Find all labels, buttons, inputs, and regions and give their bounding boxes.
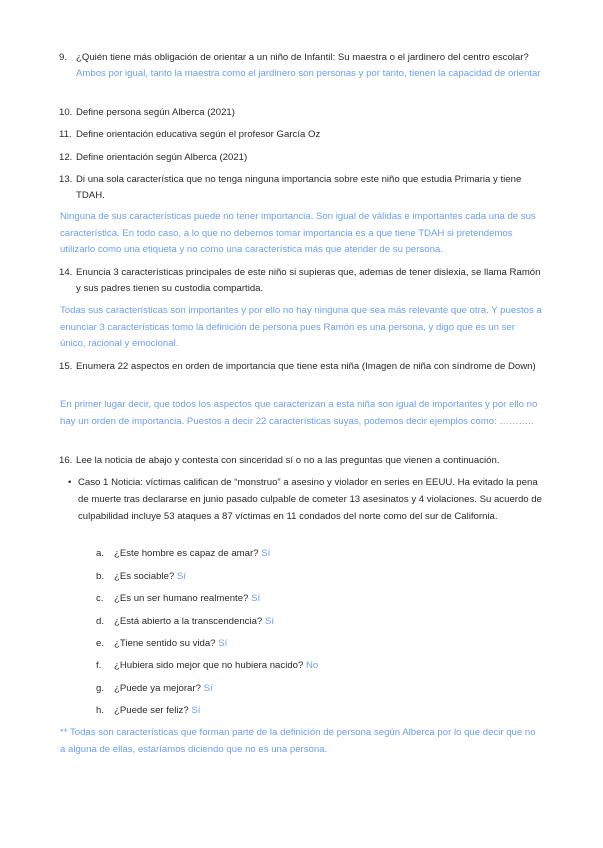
sub-answer: Sí — [261, 548, 271, 559]
answer-13 — [0, 209, 603, 259]
sub-question-f — [0, 658, 603, 674]
sub-question-c — [0, 591, 603, 607]
footnote — [0, 725, 603, 758]
question-number: 9. — [59, 52, 68, 63]
question-text: Define orientación educativa según el profesor García Oz — [76, 129, 321, 140]
question-13 — [0, 172, 603, 204]
sub-question-text: ¿Puede ya mejorar? — [114, 683, 201, 694]
question-12 — [0, 150, 603, 166]
question-text: Enumera 22 aspectos en orden de importancia que tiene esta niña (Imagen de niña con síndrome de Down) — [76, 361, 536, 372]
question-number: 13. — [59, 174, 73, 185]
sub-question-letter: b. — [96, 571, 105, 582]
sub-answer: Sí — [191, 705, 201, 716]
sub-question-letter: a. — [96, 548, 105, 559]
sub-question-letter: c. — [96, 593, 104, 604]
answer-text: En primer lugar decir, que todos los aspectos que caracterizan a esta niña son igual de importantes y por ello no hay un orden de importancia. Puestos a decir 22 características suyas, podemos decir ejemplos como: ……….. — [60, 399, 538, 427]
sub-question-b — [0, 569, 603, 585]
sub-question-letter: e. — [96, 638, 105, 649]
question-number: 11. — [59, 129, 72, 140]
sub-question-g — [0, 681, 603, 697]
question-number: 10. — [59, 107, 73, 118]
answer-text: Todas sus características son importantes y por ello no hay ninguna que sea más relevante que otra. Y puestos a enunciar 3 características tomo la definición de persona pues Ramón es una persona, y digo que es un ser único, racional y emocional. — [60, 305, 542, 349]
question-10 — [0, 105, 603, 121]
question-9 — [0, 50, 603, 82]
sub-question-letter: f. — [96, 660, 102, 671]
sub-question-text: ¿Puede ser feliz? — [114, 705, 189, 716]
question-number: 12. — [59, 152, 73, 163]
answer-text: Ambos por igual, tanto la maestra como el jardinero son personas y por tanto, tienen la capacidad de orientar — [76, 68, 541, 79]
question-text: ¿Quién tiene más obligación de orientar a un niño de Infantil: Su maestra o el jardinero del centro escolar? — [76, 52, 529, 63]
question-text: Lee la noticia de abajo y contesta con sinceridad sí o no a las preguntas que vienen a continuación. — [76, 455, 500, 466]
sub-question-text: ¿Es sociable? — [114, 571, 175, 582]
sub-question-text: ¿Está abierto a la transcendencia? — [114, 616, 263, 627]
question-15 — [0, 359, 603, 375]
question-16 — [0, 453, 603, 469]
question-14 — [0, 265, 603, 297]
sub-question-e — [0, 636, 603, 652]
question-number: 15. — [59, 361, 73, 372]
question-text: Define orientación según Alberca (2021) — [76, 152, 248, 163]
footnote-text: ** Todas son características que forman parte de la definición de persona según Alberca por lo que decir que no a alguna de ellas, estaríamos diciendo que no es una persona. — [60, 727, 536, 755]
case-text: Caso 1 Noticia: víctimas califican de “monstruo” a asesino y violador en series en EEUU. Ha evitado la pena de muerte tras declararse en junio pasado culpable de cometer 13 asesinatos y 4 violaciones. Su acuerdo de culpabilidad incluye 53 ataques a 87 víctimas en 11 condados del norte como del sur de California. — [78, 477, 542, 522]
sub-answer: Sí — [218, 638, 228, 649]
sub-question-d — [0, 614, 603, 630]
sub-question-a — [0, 546, 603, 562]
sub-question-h — [0, 703, 603, 719]
question-number: 16. — [59, 455, 73, 466]
sub-question-text: ¿Es un ser humano realmente? — [114, 593, 249, 604]
sub-answer: Sí — [264, 616, 275, 627]
question-number: 14. — [59, 267, 73, 278]
sub-question-letter: g. — [96, 683, 105, 694]
sub-question-text: ¿Tiene sentido su vida? — [114, 638, 216, 649]
case-bullet — [0, 474, 603, 525]
sub-question-text: ¿Hubiera sido mejor que no hubiera nacido? — [114, 660, 304, 671]
question-text: Define persona según Alberca (2021) — [76, 107, 235, 118]
sub-answer: Sí — [176, 571, 187, 582]
sub-answer: No — [306, 660, 319, 671]
sub-answer: Sí — [251, 593, 261, 604]
sub-question-text: ¿Este hombre es capaz de amar? — [114, 548, 259, 559]
sub-question-letter: d. — [96, 616, 105, 627]
bullet-icon: • — [68, 477, 72, 488]
sub-answer: Sí — [203, 683, 213, 694]
question-11 — [0, 127, 603, 143]
answer-14 — [0, 303, 603, 353]
question-text: Di una sola característica que no tenga ninguna importancia sobre este niño que estudia Primaria y tiene TDAH. — [76, 174, 522, 201]
answer-text: Ninguna de sus características puede no tener importancia. Son igual de válidas e importantes cada una de sus característica. En todo caso, a lo que no debemos tomar importancia es a que tiene TDAH si pretendemos utilizarlo como una etiqueta y no como una característica más que atender de su persona. — [60, 211, 536, 255]
answer-15 — [0, 397, 603, 430]
sub-question-letter: h. — [96, 705, 105, 716]
question-text: Enuncia 3 características principales de este niño si supieras que, ademas de tener dislexia, se llama Ramón y sus padres tienen su custodia compartida. — [76, 267, 541, 294]
